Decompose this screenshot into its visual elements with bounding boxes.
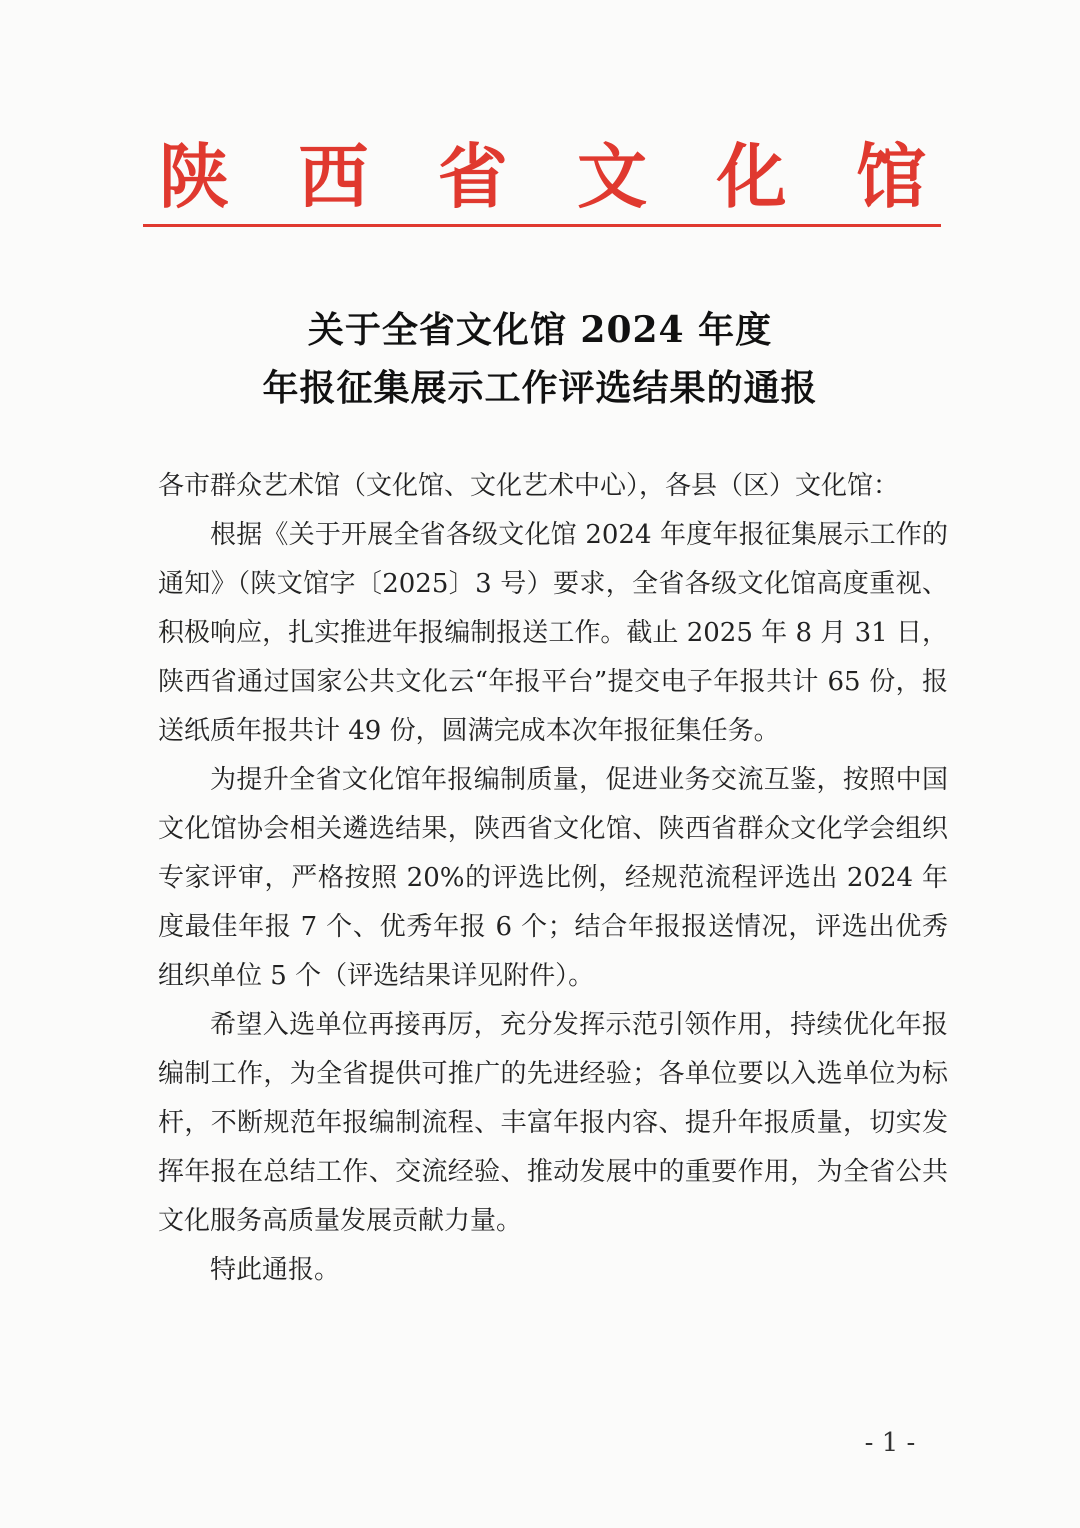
closing-line: 特此通报。 [210, 1255, 341, 1285]
document-title-line-2: 年报征集展示工作评选结果的通报 [262, 367, 818, 409]
body-paragraph-2: 为提升全省文化馆年报编制质量，促进业务交流互鉴，按照中国文化馆协会相关遴选结果，陕西省文化馆、陕西省群众文化学会组织专家评审，严格按照 20%的评选比例，经规范流程评选出 2024 年度最佳年报 7 个、优秀年报 6 个；结合年报报送情况，评选出优秀组织单位 5 个（评选结果详见附件）。 [158, 765, 948, 991]
letterhead-char: 馆 [855, 135, 926, 218]
letterhead-char: 文 [577, 135, 648, 218]
page-number: - 1 - [864, 1428, 916, 1458]
salutation: 各市群众艺术馆（文化馆、文化艺术中心），各县（区）文化馆： [158, 471, 900, 501]
letterhead-divider [143, 224, 941, 227]
letterhead-char: 省 [437, 135, 508, 218]
document-title-line-1: 关于全省文化馆 2024 年度 [307, 309, 773, 351]
body-paragraph-3: 希望入选单位再接再厉，充分发挥示范引领作用，持续优化年报编制工作，为全省提供可推广的先进经验；各单位要以入选单位为标杆，不断规范年报编制流程、丰富年报内容、提升年报质量，切实发挥年报在总结工作、交流经验、推动发展中的重要作用，为全省公共文化服务高质量发展贡献力量。 [158, 1010, 948, 1236]
letterhead-char: 化 [716, 135, 787, 218]
letterhead-char: 陕 [159, 135, 229, 218]
letterhead-char: 西 [298, 135, 369, 218]
document-body [158, 462, 948, 1295]
letterhead [145, 132, 940, 222]
body-paragraph-1: 根据《关于开展全省各级文化馆 2024 年度年报征集展示工作的通知》（陕文馆字〔2025〕3 号）要求，全省各级文化馆高度重视、积极响应，扎实推进年报编制报送工作。截止 2025 年 8 月 31 日，陕西省通过国家公共文化云“年报平台”提交电子年报共计 65 份，报送纸质年报共计 49 份，圆满完成本次年报征集任务。 [158, 520, 948, 746]
